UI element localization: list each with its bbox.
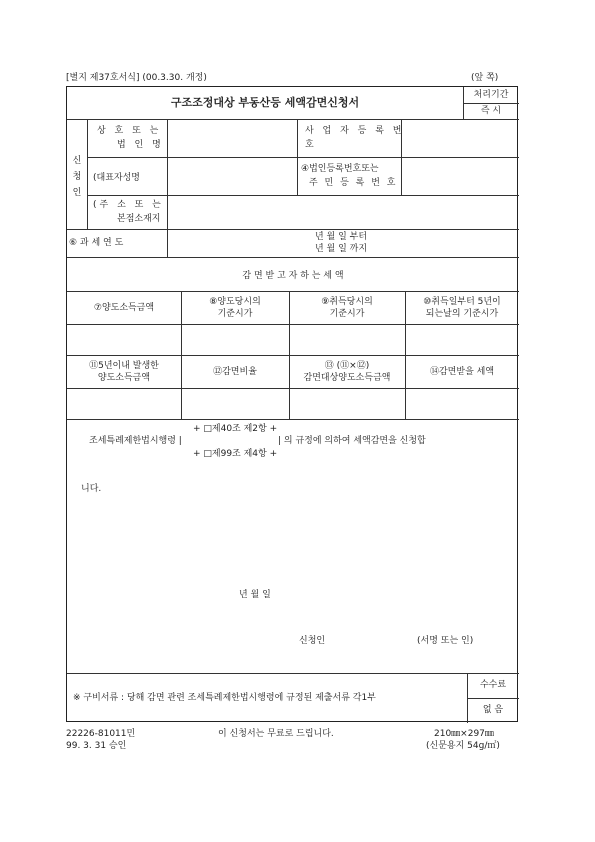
company-name-label-2: 법 인 명 xyxy=(117,140,164,150)
rep-name-label: (대표자성명 xyxy=(93,173,140,183)
signer-label: 신청인 xyxy=(299,636,326,646)
form-number: [별지 제37호서식] (00.3.30. 개정) xyxy=(66,73,207,83)
capital-gains-field[interactable] xyxy=(68,325,180,354)
business-no-label: 사 업 자 등 록 번 xyxy=(305,126,405,136)
header-acquisition-base-price: ⑨취득당시의 기준시가 xyxy=(321,297,373,319)
statement-line-bottom: + □제99조 제4항 + xyxy=(193,449,278,459)
fee-label: 수수료 xyxy=(479,680,507,690)
company-name-label: 상 호 또 는 xyxy=(97,126,162,136)
page-side-label: (앞 쪽) xyxy=(471,73,499,83)
statement-line-top: + □제40조 제2항 + xyxy=(193,424,278,434)
form-code: 22226-81011민 xyxy=(66,729,136,739)
processing-period-label: 처리기간 xyxy=(473,90,509,100)
rep-name-field[interactable] xyxy=(168,158,296,194)
five-year-gains-field[interactable] xyxy=(68,389,180,418)
tax-year-label: ⑥ 과 세 연 도 xyxy=(69,238,124,248)
business-no-field[interactable] xyxy=(402,120,518,156)
attachments-note: ※ 구비서류 : 당해 감면 관련 조세특례제한법시행령에 규정된 제출서류 각1부 xyxy=(73,693,376,703)
acquisition-base-price-field[interactable] xyxy=(290,325,404,354)
header-reduction-amount: ⑭감면받을 세액 xyxy=(429,367,495,377)
header-transfer-base-price: ⑧양도당시의 기준시가 xyxy=(209,297,261,319)
statement-line-end: 니다. xyxy=(81,484,102,494)
approval-date: 99. 3. 31 승인 xyxy=(66,741,127,751)
free-note: 이 신청서는 무료로 드립니다. xyxy=(218,729,334,739)
header-five-year-base-price: ⑩취득일부터 5년이 되는날의 기준시가 xyxy=(423,297,501,319)
application-form xyxy=(66,86,518,722)
application-date: 년 월 일 xyxy=(239,590,271,600)
header-capital-gains: ⑦양도소득금액 xyxy=(93,303,155,313)
form-title: 구조조정대상 부동산등 세액감면신청서 xyxy=(170,96,360,109)
corp-reg-no-label: ④법인등록번호또는 xyxy=(301,164,379,174)
signature-placeholder[interactable]: (서명 또는 인) xyxy=(417,636,474,646)
five-year-base-price-field[interactable] xyxy=(406,325,518,354)
section-title: 감 면 받 고 자 하 는 세 액 xyxy=(242,271,344,281)
reduction-amount-field[interactable] xyxy=(406,389,518,418)
transfer-base-price-field[interactable] xyxy=(182,325,288,354)
fee-value: 없 음 xyxy=(482,705,504,715)
tax-year-from: 년 월 일 부터 xyxy=(315,232,368,242)
reduction-rate-field[interactable] xyxy=(182,389,288,418)
applicant-group-label: 신 청 인 xyxy=(72,156,82,198)
tax-year-to: 년 월 일 까지 xyxy=(315,244,368,254)
header-five-year-gains: ⑪5년이내 발생한 양도소득금액 xyxy=(89,361,159,383)
address-label: (주 소 또 는 xyxy=(93,200,164,210)
address-label-2: 본점소재지 xyxy=(117,214,161,224)
corp-reg-no-label-2: 주 민 등 록 번 호 xyxy=(309,178,398,188)
statement-line-left: 조세특례제한법시행령 | xyxy=(89,436,182,446)
reducible-gains-field[interactable] xyxy=(290,389,404,418)
paper-type: (신문용지 54g/㎡) xyxy=(426,741,500,751)
statement-line-right: | 의 규정에 의하여 세액감면을 신청합 xyxy=(278,436,426,446)
header-reduction-rate: ⑫감면비율 xyxy=(213,367,257,377)
header-reducible-gains: ⑬ (⑪×⑫) 감면대상양도소득금액 xyxy=(303,361,391,383)
business-no-label-2: 호 xyxy=(305,140,314,150)
company-name-field[interactable] xyxy=(168,120,296,156)
address-field[interactable] xyxy=(168,196,518,228)
paper-size: 210㎜×297㎜ xyxy=(434,729,494,739)
corp-reg-no-field[interactable] xyxy=(402,158,518,194)
processing-period-value: 즉 시 xyxy=(480,106,502,116)
